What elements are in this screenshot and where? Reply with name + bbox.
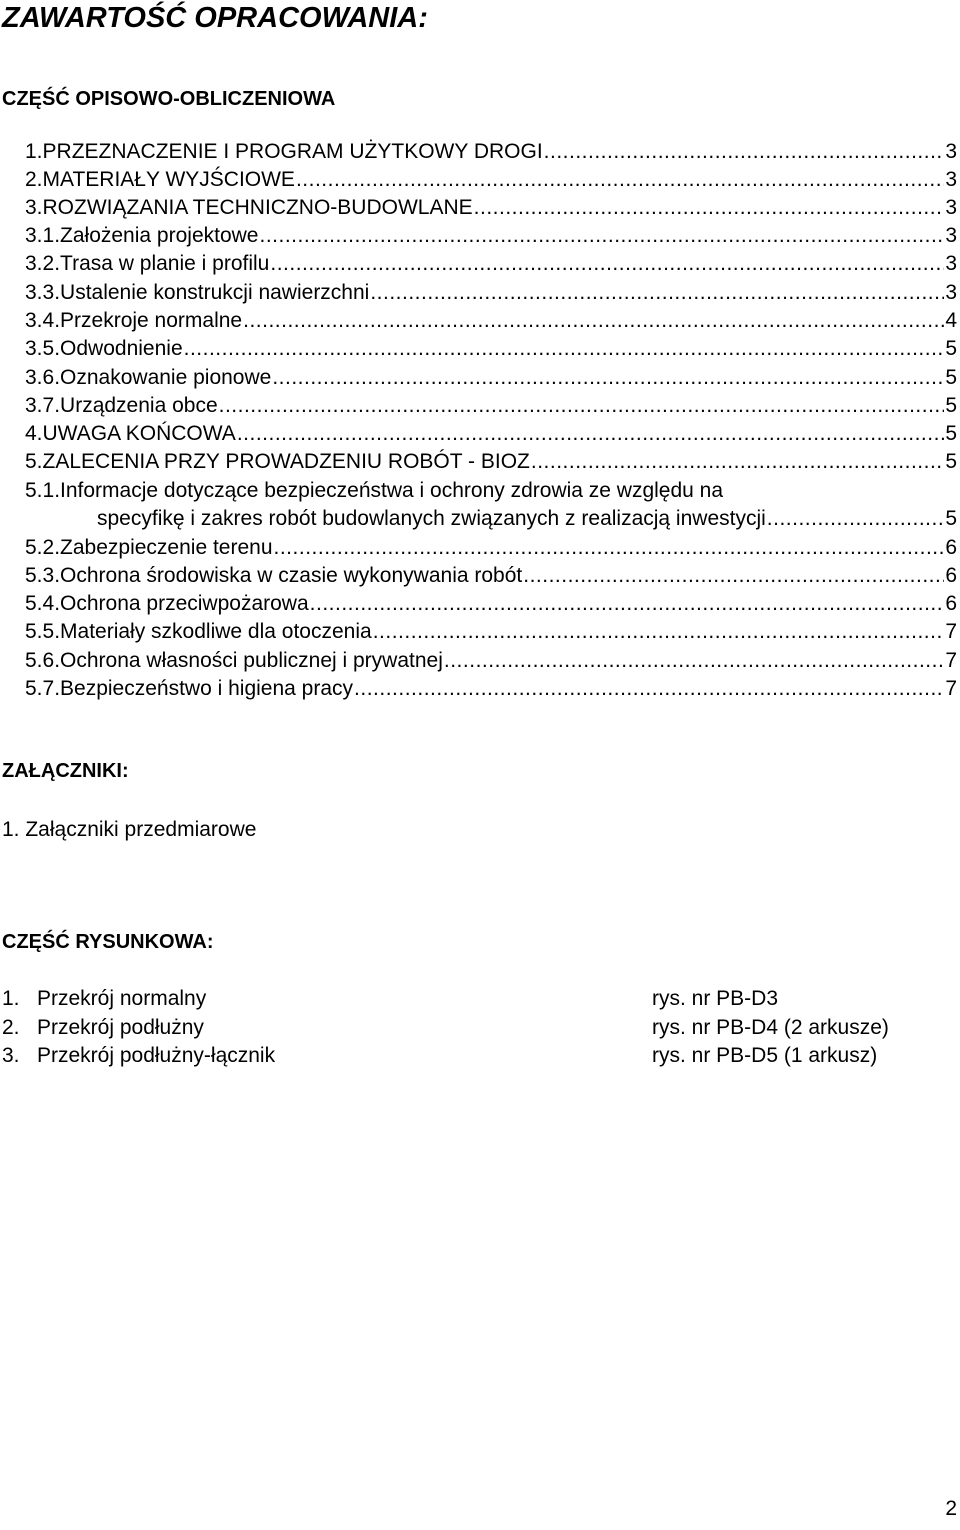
toc-page: 5 bbox=[945, 450, 957, 473]
leader-dots bbox=[259, 222, 944, 250]
toc-page: 6 bbox=[945, 592, 957, 615]
leader-dots bbox=[274, 534, 945, 562]
section-heading-zalaczniki: ZAŁĄCZNIKI: bbox=[2, 760, 129, 782]
leader-dots bbox=[523, 562, 944, 590]
toc-page: 3 bbox=[945, 281, 957, 304]
toc-row bbox=[25, 194, 957, 222]
page-number: 2 bbox=[945, 1497, 957, 1520]
toc-row bbox=[25, 335, 957, 363]
toc-text: Założenia projektowe bbox=[60, 224, 259, 247]
leader-dots bbox=[373, 618, 945, 646]
toc-page: 5 bbox=[945, 422, 957, 445]
toc-row bbox=[25, 647, 957, 675]
toc-row bbox=[25, 392, 957, 420]
toc-number: 3.1. bbox=[25, 224, 61, 247]
toc-row bbox=[25, 618, 957, 646]
toc-page: 5 bbox=[945, 507, 957, 530]
toc-page: 6 bbox=[945, 536, 957, 559]
toc-number: 3.5. bbox=[25, 337, 61, 360]
toc-text: Urządzenia obce bbox=[60, 394, 218, 417]
toc-row bbox=[25, 534, 957, 562]
toc-text: MATERIAŁY WYJŚCIOWE bbox=[42, 168, 295, 191]
toc-page: 3 bbox=[945, 252, 957, 275]
toc-row bbox=[25, 675, 957, 703]
toc-page: 3 bbox=[945, 140, 957, 163]
toc-row bbox=[25, 562, 957, 590]
drawing-name: Przekrój podłużny-łącznik bbox=[37, 1044, 276, 1067]
toc-text: Ochrona środowiska w czasie wykonywania robót bbox=[60, 564, 523, 587]
toc-text: PRZEZNACZENIE I PROGRAM UŻYTKOWY DROGI bbox=[42, 140, 543, 163]
drawing-ref: rys. nr PB-D3 bbox=[652, 987, 779, 1010]
leader-dots bbox=[444, 647, 944, 675]
toc-row bbox=[25, 420, 957, 448]
toc-number: 5.1. bbox=[25, 479, 61, 502]
leader-dots bbox=[237, 420, 945, 448]
toc-text: Zabezpieczenie terenu bbox=[60, 536, 273, 559]
toc-row bbox=[25, 166, 957, 194]
leader-dots bbox=[219, 392, 945, 420]
leader-dots bbox=[296, 166, 944, 194]
leader-dots bbox=[767, 505, 945, 533]
leader-dots bbox=[531, 448, 944, 476]
toc-row bbox=[25, 250, 957, 278]
toc-number: 5.3. bbox=[25, 564, 61, 587]
toc-number: 2. bbox=[25, 168, 43, 191]
toc-text: Oznakowanie pionowe bbox=[60, 366, 272, 389]
section-heading-rysunkowa: CZĘŚĆ RYSUNKOWA: bbox=[2, 931, 214, 953]
toc-row bbox=[25, 590, 957, 618]
drawing-name: Przekrój normalny bbox=[37, 987, 207, 1010]
toc-text: specyfikę i zakres robót budowlanych związanych z realizacją inwestycji bbox=[97, 507, 766, 530]
toc-row bbox=[25, 364, 957, 392]
toc-text: Odwodnienie bbox=[60, 337, 183, 360]
toc-row bbox=[25, 138, 957, 166]
toc-page: 3 bbox=[945, 168, 957, 191]
toc-text: Przekroje normalne bbox=[60, 309, 243, 332]
toc-page: 7 bbox=[945, 620, 957, 643]
toc-page: 5 bbox=[945, 337, 957, 360]
toc-row bbox=[25, 477, 957, 505]
toc-row bbox=[25, 307, 957, 335]
toc-page: 3 bbox=[945, 224, 957, 247]
drawing-ref: rys. nr PB-D5 (1 arkusz) bbox=[652, 1044, 878, 1067]
toc-text: Trasa w planie i profilu bbox=[60, 252, 270, 275]
toc-page: 4 bbox=[945, 309, 957, 332]
toc-text: ZALECENIA PRZY PROWADZENIU ROBÓT - BIOZ bbox=[42, 450, 530, 473]
toc-number: 1. bbox=[25, 140, 43, 163]
leader-dots bbox=[370, 279, 944, 307]
toc-number: 3.6. bbox=[25, 366, 61, 389]
toc-row bbox=[25, 448, 957, 476]
toc-number: 5. bbox=[25, 450, 43, 473]
leader-dots bbox=[354, 675, 944, 703]
toc-text: Materiały szkodliwe dla otoczenia bbox=[60, 620, 372, 643]
drawing-name: Przekrój podłużny bbox=[37, 1016, 204, 1039]
toc-row bbox=[25, 279, 957, 307]
toc-number: 3.3. bbox=[25, 281, 61, 304]
section-heading-opisowa: CZĘŚĆ OPISOWO-OBLICZENIOWA bbox=[2, 88, 336, 110]
leader-dots bbox=[272, 364, 944, 392]
toc-number: 5.6. bbox=[25, 649, 61, 672]
toc-number: 5.4. bbox=[25, 592, 61, 615]
leader-dots bbox=[544, 138, 945, 166]
toc-text: Ochrona własności publicznej i prywatnej bbox=[60, 649, 443, 672]
leader-dots bbox=[243, 307, 944, 335]
document-title: ZAWARTOŚĆ OPRACOWANIA: bbox=[2, 2, 428, 34]
drawing-number: 2. bbox=[2, 1016, 20, 1039]
toc-number: 3.7. bbox=[25, 394, 61, 417]
toc-text: ROZWIĄZANIA TECHNICZNO-BUDOWLANE bbox=[42, 196, 473, 219]
toc-number: 5.5. bbox=[25, 620, 61, 643]
toc-page: 5 bbox=[945, 394, 957, 417]
leader-dots bbox=[184, 335, 945, 363]
drawing-ref: rys. nr PB-D4 (2 arkusze) bbox=[652, 1016, 889, 1039]
toc-number: 5.2. bbox=[25, 536, 61, 559]
toc-page: 3 bbox=[945, 196, 957, 219]
toc-number: 3. bbox=[25, 196, 43, 219]
leader-dots bbox=[310, 590, 945, 618]
toc-row bbox=[25, 222, 957, 250]
toc-page: 5 bbox=[945, 366, 957, 389]
toc-page: 6 bbox=[945, 564, 957, 587]
toc-text: Bezpieczeństwo i higiena pracy bbox=[60, 677, 354, 700]
toc-text: Informacje dotyczące bezpieczeństwa i ochrony zdrowia ze względu na bbox=[60, 479, 724, 502]
drawing-number: 1. bbox=[2, 987, 20, 1010]
toc-number: 3.2. bbox=[25, 252, 61, 275]
leader-dots bbox=[270, 250, 944, 278]
toc-text: Ustalenie konstrukcji nawierzchni bbox=[60, 281, 370, 304]
toc-number: 3.4. bbox=[25, 309, 61, 332]
list-item: 1. Załączniki przedmiarowe bbox=[2, 818, 257, 841]
toc-row-continuation bbox=[97, 505, 957, 533]
toc-text: UWAGA KOŃCOWA bbox=[42, 422, 236, 445]
toc-page: 7 bbox=[945, 677, 957, 700]
toc-page: 7 bbox=[945, 649, 957, 672]
leader-dots bbox=[474, 194, 945, 222]
toc-text: Ochrona przeciwpożarowa bbox=[60, 592, 309, 615]
toc-number: 5.7. bbox=[25, 677, 61, 700]
drawing-number: 3. bbox=[2, 1044, 20, 1067]
toc-number: 4. bbox=[25, 422, 43, 445]
